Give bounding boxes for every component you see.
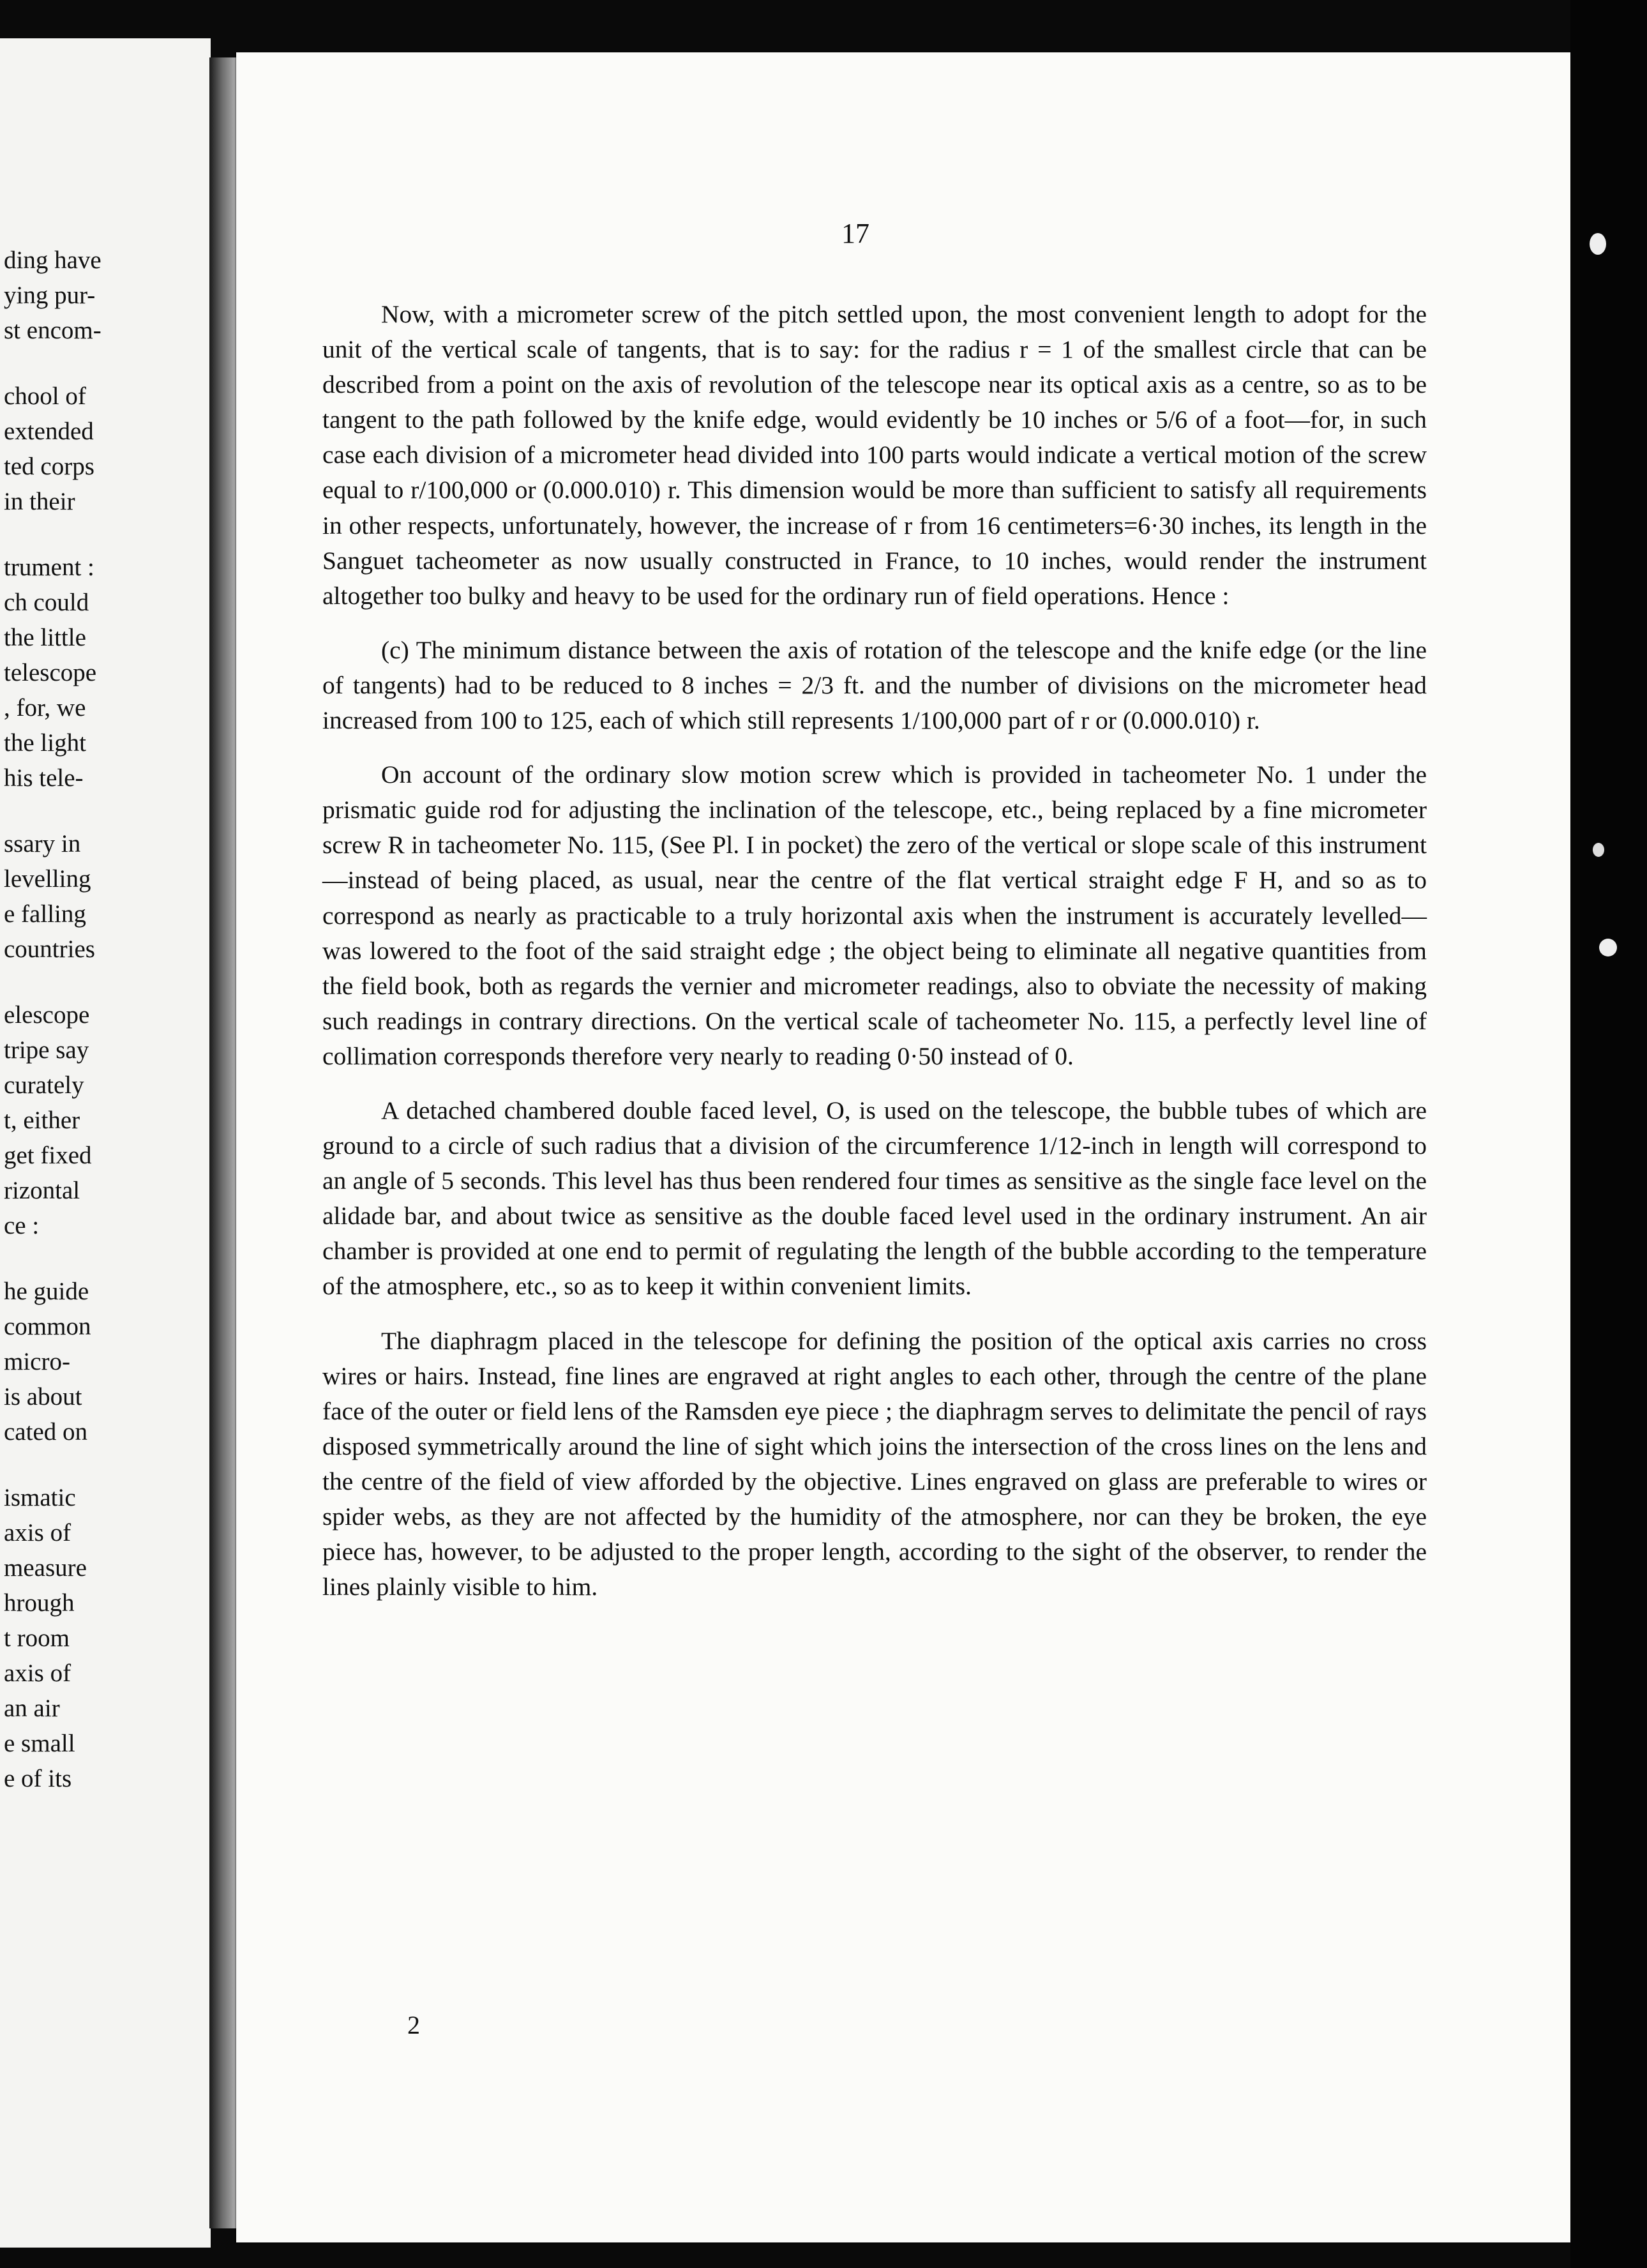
left-page-text-fragment: is about: [4, 1383, 82, 1410]
left-page-text-fragment: elescope: [4, 1001, 90, 1029]
left-page-text-fragment: get fixed: [4, 1142, 92, 1169]
left-page-text-fragment: ismatic: [4, 1484, 76, 1511]
paragraph-5: The diaphragm placed in the telescope for defining the position of the optical axis carries no cross wires or hairs. Instead, fine lines are engraved at right angles to each other, through the centre of the plane face of the outer or field lens of the Ramsden eye piece ; the diaphragm serves to delimitate the pencil of rays disposed symmetrically around the line of sight which joins the intersection of the cross lines on the lens and the centre of the field of view afforded by the objective. Lines engraved on glass are preferable to wires or spider webs, as they are not affected by the humidity of the atmosphere, nor can they be broken, the eye piece has, however, to be adjusted to the proper length, according to the sight of the observer, to render the lines plainly visible to him.: [322, 1326, 1427, 1601]
left-page-text-fragment: in their: [4, 488, 75, 515]
left-page-text-fragment: st encom-: [4, 317, 102, 344]
paragraph-4: A detached chambered double faced level, O, is used on the telescope, the bubble tubes of which are ground to a circle of such radius that a division of the circumference 1/12-inch in length will correspond to an angle of 5 seconds. This level has thus been rendered four times as sensitive as the single face level on the alidade bar, and about twice as sensitive as the double faced level used in the ordinary instrument. An air chamber is provided at one end to permit of regulating the length of the bubble according to the temperature of the atmosphere, etc., so as to keep it within convenient limits.: [322, 1096, 1427, 1301]
paragraph-2: (c) The minimum distance between the axis of rotation of the telescope and the knife edge (or the line of tangents) had to be reduced to 8 inches = 2/3 ft. and the number of divisions on the micrometer head increased from 100 to 125, each of which still represents 1/100,000 part of r or (0.000.010) r.: [322, 635, 1427, 735]
left-page-text-fragment: the little: [4, 624, 86, 651]
signature-mark: 2: [407, 2011, 420, 2039]
left-page-text-fragment: ssary in: [4, 830, 81, 858]
paragraph-3: On account of the ordinary slow motion screw which is provided in tacheometer No. 1 under the prismatic guide rod for adjusting the inclination of the telescope, etc., being replaced by a fine micrometer screw R in tacheometer No. 115, (See Pl. I in pocket) the zero of the vertical or slope scale of this instrument—instead of being placed, as usual, near the centre of the flat vertical straight edge F H, and so as to correspond as nearly as practicable to a truly horizontal axis when the instrument is accurately levelled— was lowered to the foot of the said straight edge ; the object being to eliminate all negative quantities from the field book, both as regards the vernier and micrometer readings, also to obviate the necessity of making such readings in contrary directions. On the vertical scale of tacheometer No. 115, a perfectly level line of collimation corresponds therefore very nearly to reading 0·50 instead of 0.: [322, 760, 1427, 1070]
left-page-text-fragment: hrough: [4, 1589, 75, 1617]
left-page-text-fragment: t room: [4, 1624, 70, 1652]
left-page-text-fragment: curately: [4, 1071, 84, 1099]
left-page-text-fragment: the light: [4, 729, 86, 757]
scan-speck: [1590, 233, 1606, 255]
left-page-text-fragment: countries: [4, 935, 95, 963]
left-page-text-fragment: extended: [4, 418, 94, 445]
left-page-text-fragment: axis of: [4, 1519, 71, 1546]
left-page-text-fragment: measure: [4, 1554, 87, 1582]
left-page-text-fragment: an air: [4, 1695, 60, 1722]
body-text: [322, 297, 1427, 1605]
left-page-text-fragment: micro-: [4, 1348, 70, 1375]
page-number: 17: [841, 218, 869, 249]
left-page-text-fragment: e small: [4, 1730, 75, 1757]
left-page-text-fragment: common: [4, 1313, 91, 1340]
left-page-text-fragment: trument :: [4, 554, 94, 581]
scan-background: [1570, 0, 1647, 2268]
left-page-text-fragment: e of its: [4, 1765, 72, 1792]
left-page-text-fragment: telescope: [4, 659, 97, 686]
left-page-text-fragment: , for, we: [4, 694, 86, 722]
left-page-text-fragment: e falling: [4, 900, 86, 928]
left-page-fragment: [0, 38, 211, 2248]
left-page-text-fragment: tripe say: [4, 1036, 89, 1064]
scan-speck: [1593, 843, 1604, 857]
left-page-text-fragment: his tele-: [4, 764, 84, 792]
left-page-text-fragment: cated on: [4, 1418, 88, 1446]
left-page-text-fragment: ted corps: [4, 453, 94, 480]
paragraph-1: Now, with a micrometer screw of the pitch settled upon, the most convenient length to adopt for the unit of the vertical scale of tangents, that is to say: for the radius r = 1 of the smallest circle that can be described from a point on the axis of revolution of the telescope near its optical axis as a centre, so as to be tangent to the path followed by the knife edge, would evidently be 10 inches or 5/6 of a foot—for, in such case each division of a micrometer head divided into 100 parts would indicate a vertical motion of the screw equal to r/100,000 or (0.000.010) r. This dimension would be more than sufficient to satisfy all requirements in other respects, unfortunately, however, the increase of r from 16 centimeters=6·30 inches, its length in the Sanguet tacheometer as now usually constructed in France, to 10 inches, would render the instrument altogether too bulky and heavy to be used for the ordinary run of field operations. Hence :: [322, 300, 1427, 610]
left-page-text-fragment: levelling: [4, 865, 91, 893]
left-page-text-fragment: ce :: [4, 1212, 40, 1239]
left-page-text-fragment: ding have: [4, 246, 102, 274]
left-page-text-fragment: ch could: [4, 589, 89, 616]
left-page-text-fragment: he guide: [4, 1278, 89, 1305]
left-page-text-fragment: chool of: [4, 382, 86, 410]
left-page-text-fragment: axis of: [4, 1659, 71, 1687]
left-page-text-fragment: t, either: [4, 1107, 80, 1134]
scan-speck: [1599, 939, 1617, 956]
left-page-text-fragment: ying pur-: [4, 282, 96, 309]
left-page-text-fragment: rizontal: [4, 1177, 80, 1204]
